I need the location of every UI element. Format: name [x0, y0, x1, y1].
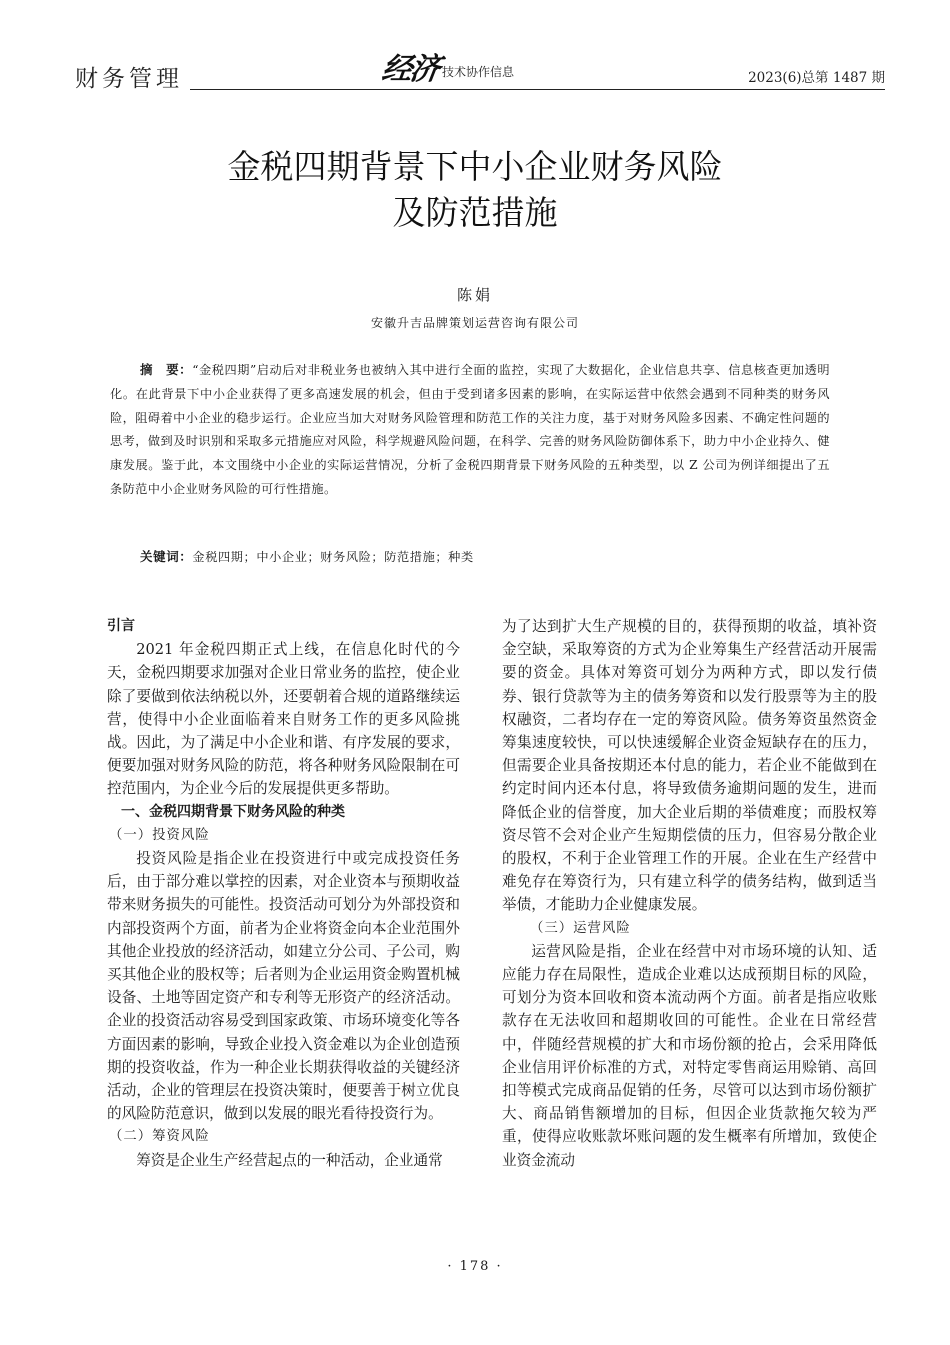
- right-column: [502, 615, 877, 1172]
- page-header: [75, 52, 885, 94]
- intro-heading: 引言: [107, 618, 135, 634]
- keywords: [140, 547, 474, 565]
- subsection-financing-heading: （二）筹资风险: [109, 1129, 210, 1145]
- issue-number: 2023(6)总第 1487 期: [748, 70, 885, 86]
- header-rule: [190, 89, 885, 90]
- subsection-investment-heading: （一）投资风险: [109, 827, 210, 843]
- intro-paragraph: 2021 年金税四期正式上线，在信息化时代的今天，金税四期要求加强对企业日常业务的监控，使企业除了要做到依法纳税以外，还要朝着合规的道路继续运营，使得中小企业面临着来自财务工作的更多风险挑战。因此，为了满足中小企业和谐、有序发展的要求，便要加强对财务风险的防范，将各种财务风险限制在可控范围内，为企业今后的发展提供更多帮助。: [107, 641, 460, 798]
- page-number: · 178 ·: [447, 1259, 503, 1274]
- subsection-operation-heading: （三）运营风险: [530, 920, 631, 936]
- left-column: [107, 615, 460, 1172]
- author: 陈娟: [456, 286, 493, 304]
- abstract-text: “金税四期”启动后对非税业务也被纳入其中进行全面的监控，实现了大数据化，企业信息共享、信息核查更加透明化。在此背景下中小企业获得了更多高速发展的机会，但由于受到诸多因素的影响，在实际运营中依然会遇到不同种类的财务风险，阻碍着中小企业的稳步运行。企业应当加大对财务风险管理和防范工作的关注力度，基于对财务风险多因素、不确定性问题的思考，做到及时识别和采取多元措施应对风险，科学规避风险问题，在科学、完善的财务风险防御体系下，助力中小企业持久、健康发展。鉴于此，本文围绕中小企业的实际运营情况，分析了金税四期背景下财务风险的五种类型，以 Z 公司为例详细提出了五条防范中小企业财务风险的可行性措施。: [110, 363, 830, 496]
- journal-logo: 经济: [379, 52, 441, 87]
- affiliation: 安徽升吉品牌策划运营咨询有限公司: [370, 316, 579, 330]
- journal-masthead: [380, 52, 516, 86]
- financing-paragraph-continued: 为了达到扩大生产规模的目的，获得预期的收益，填补资金空缺，采取筹资的方式为企业筹集生产经营活动开展需要的资金。具体对筹资可划分为两种方式，即以发行债券、银行贷款等为主的债务筹资和以发行股票等为主的股权融资，二者均存在一定的筹资风险。债务筹资虽然资金筹集速度较快，可以快速缓解企业资金短缺存在的压力，但需要企业具备按期还本付息的能力，若企业不能做到在约定时间内还本付息，将导致债务逾期问题的发生，进而降低企业的信誉度，加大企业后期的举债难度；而股权筹资尽管不会对企业产生短期偿债的压力，但容易分散企业的股权，不利于企业管理工作的开展。企业在生产经营中难免存在筹资行为，只有建立科学的债务结构，做到适当举债，才能助力企业健康发展。: [502, 618, 877, 914]
- keywords-text: 金税四期；中小企业；财务风险；防范措施；种类: [192, 550, 474, 564]
- section-1-heading: 一、金税四期背景下财务风险的种类: [121, 803, 345, 820]
- financing-paragraph-start: 筹资是企业生产经营起点的一种活动，企业通常: [136, 1151, 443, 1169]
- keywords-label: 关键词：: [140, 549, 193, 564]
- journal-section: 财务管理: [75, 66, 183, 92]
- title-line-2: 及防范措施: [392, 193, 558, 232]
- title-line-1: 金税四期背景下中小企业财务风险: [227, 147, 723, 186]
- abstract: [110, 358, 830, 502]
- investment-paragraph: 投资风险是指企业在投资进行中或完成投资任务后，由于部分难以掌控的因素，对企业资本与预期收益带来财务损失的可能性。投资活动可划分为外部投资和内部投资两个方面，前者为企业将资金向本企业范围外其他企业投放的经济活动，如建立分公司、子公司，购买其他企业的股权等；后者则为企业运用资金购置机械设备、土地等固定资产和专利等无形资产的经济活动。企业的投资活动容易受到国家政策、市场环境变化等各方面因素的影响，导致企业投入资金难以为企业创造预期的投资收益，作为一种企业长期获得收益的关键经济活动，企业的管理层在投资决策时，便要善于树立优良的风险防范意识，做到以发展的眼光看待投资行为。: [107, 850, 460, 1123]
- abstract-label: 摘 要：: [140, 362, 193, 377]
- journal-subtitle: 技术协作信息: [442, 65, 515, 79]
- operation-paragraph: 运营风险是指，企业在经营中对市场环境的认知、适应能力存在局限性，造成企业难以达成预期目标的风险，可划分为资本回收和资本流动两个方面。前者是指应收账款存在无法收回和超期收回的可能性。企业在日常经营中，伴随经营规模的扩大和市场份额的抢占，会采用降低企业信用评价标准的方式，对特定零售商运用赊销、高回扣等模式完成商品促销的任务，尽管可以达到市场份额扩大、商品销售额增加的目标，但因企业货款拖欠较为严重，使得应收账款坏账问题的发生概率有所增加，致使企业资金流动: [502, 942, 877, 1169]
- article-title: [0, 144, 950, 236]
